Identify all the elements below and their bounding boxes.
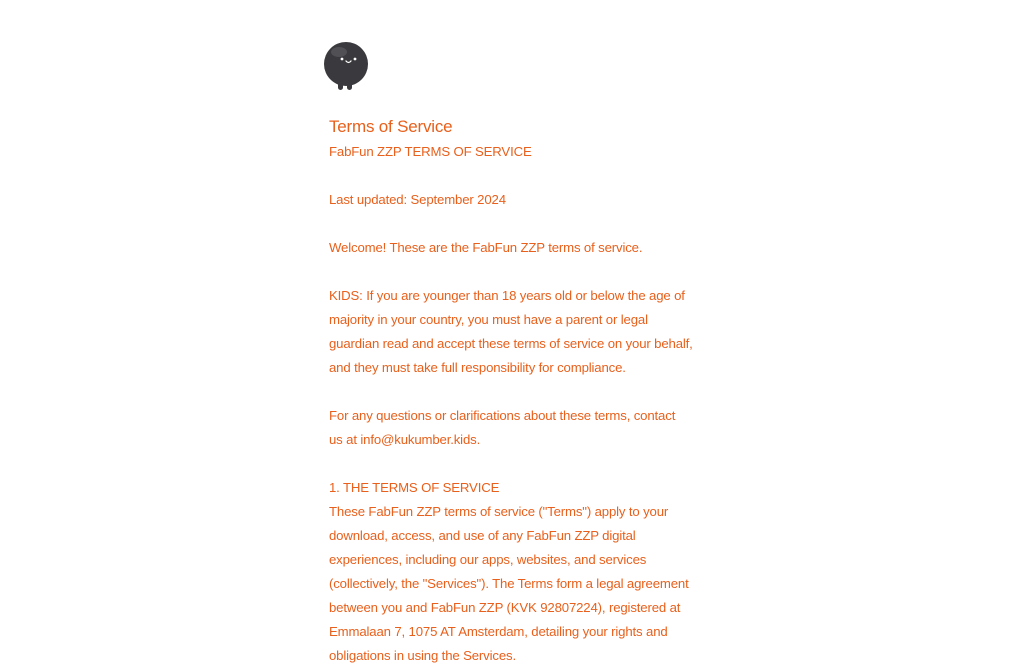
document-subtitle: FabFun ZZP TERMS OF SERVICE	[329, 144, 532, 159]
last-updated: Last updated: September 2024	[329, 192, 506, 207]
kids-notice-line: KIDS: If you are younger than 18 years old or below the age of	[329, 288, 685, 303]
section-body-line: download, access, and use of any FabFun ZZP digital	[329, 528, 636, 543]
section-body-line: obligations in using the Services.	[329, 648, 516, 663]
contact-line: For any questions or clarifications about these terms, contact	[329, 408, 676, 423]
kids-notice-line: guardian read and accept these terms of service on your behalf,	[329, 336, 693, 351]
section-heading: 1. THE TERMS OF SERVICE	[329, 480, 500, 495]
kids-notice-line: majority in your country, you must have a parent or legal	[329, 312, 648, 327]
mascot-logo-icon	[322, 40, 370, 94]
welcome-text: Welcome! These are the FabFun ZZP terms of service.	[329, 240, 643, 255]
kids-notice-line: and they must take full responsibility for compliance.	[329, 360, 626, 375]
section-body-line: between you and FabFun ZZP (KVK 92807224), registered at	[329, 600, 681, 615]
terms-content	[329, 114, 719, 668]
page-title: Terms of Service	[329, 117, 453, 136]
section-body-line: (collectively, the "Services"). The Terms form a legal agreement	[329, 576, 689, 591]
contact-line: us at info@kukumber.kids.	[329, 432, 481, 447]
section-body-line: These FabFun ZZP terms of service ("Terms") apply to your	[329, 504, 669, 519]
section-body-line: experiences, including our apps, websites, and services	[329, 552, 647, 567]
section-body-line: Emmalaan 7, 1075 AT Amsterdam, detailing your rights and	[329, 624, 668, 639]
